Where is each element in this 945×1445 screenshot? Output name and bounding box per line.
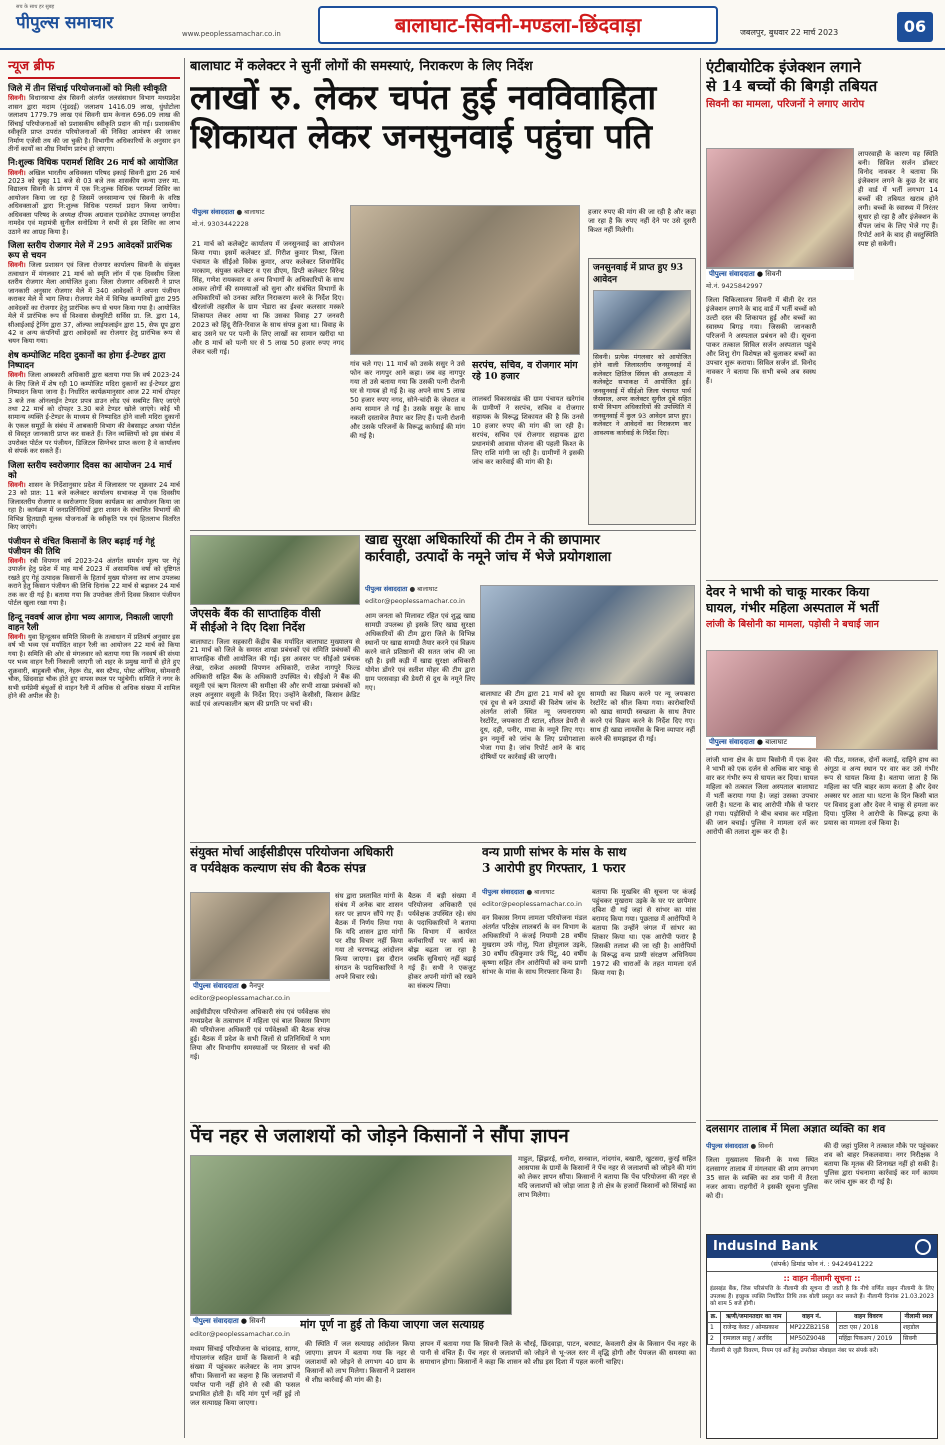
wildlife-byline-text: पीपुल्स संवाददाता ● बालाघाट	[482, 888, 555, 896]
news-brief-column	[8, 58, 180, 1440]
brief-item-headline: नि:शुल्क विधिक परामर्श शिविर 26 मार्च को आयोजित	[8, 158, 178, 169]
brief-item-headline: जिला स्तरीय स्वरोजगार दिवस का आयोजन 24 मार्च को	[8, 460, 172, 481]
brief-item-body: जिला प्रशासन एवं जिला रोजगार कार्यालय सिवनी के संयुक्त तत्वाधान में मंगलवार 21 मार्च को स्मृति लॉन में एक दिवसीय जिला स्तरीय रोजगार मेला आयोजित हुआ। जिला रोजगार अधिकारी ने प्राप्त जानकारी अनुसार रोजगार मेले में 340 आवेदकों ने अपना पंजीयन कराकर मेले में भाग लिया। रोजगार मेले में विभिन्न कम्पनियों द्वारा 295 आवेदकों का रोजगार हेतु प्रारंभिक रूप से चयन किया गया है। आयोजित मेले में प्रारंभिक रूप से विश्वास सेक्युरिटी सर्विस प्रा. लि. द्वारा 14, सीआईआई ट्रेनिंग द्वारा 37, ऑल्फा लाईफलाईन द्वारा 15, सेफ ग्रूप द्वारा 42 व अन्य कंपनियों द्वारा आवेदकों का रोजगार हेतु प्रारंभिक रूप से चयन किया गया।	[8, 261, 180, 346]
lead-subhead-text: सरपंच, सचिव, व रोजगार मांग रहे 10 हजार	[472, 360, 578, 383]
antibiotic-kicker: सिवनी का मामला, परिजनों ने लगाए आरोप	[706, 98, 865, 110]
antibiotic-story	[706, 58, 938, 148]
food-safety-story	[365, 532, 695, 582]
nahar-subhead-text: मांग पूर्ण ना हुई तो किया जाएगा जल सत्याग्रह	[300, 1318, 484, 1331]
wildlife-column-2: बताया कि मुखबिर की सूचना पर कंजई पहुंचकर मुखराम उइके के घर पर छापेमार दबिश दी गई जहां से सांभर का मांस बरामद किया गया। पूछताछ में आरोपियों ने बताया कि उन्होंने जंगल में सांभर का शिकार किया था। एक आरोपी फरार है जिसकी तलाश की जा रही है। आरोपियों के विरूद्ध वन्य प्राणी संरक्षण अधिनियम 1972 की धाराओं के तहत मामला दर्ज किया गया है।	[592, 888, 696, 977]
bank-logo-icon	[915, 1239, 931, 1255]
brief-item-body: शासन के निर्देशानुसार प्रदेश में जिलास्तर पर शुक्रवार 24 मार्च 23 को प्रात: 11 बजे कलेक्टर कार्यालय सभाकक्ष में एक दिवसीय जिलास्तरीय रोजगार व स्वरोजगार दिवस कार्यक्रम का आयोजन किया जा रहा है। कार्यक्रम में जनप्रतिनिधियों द्वारा शासन के संचालित विभागों की विभिन्न हितग्राही मूलक योजनाओं के स्वीकृति पत्र एवं हितलाभ वितरित किए जाएंगे।	[8, 480, 180, 532]
nahar-column-4: ज्ञापन में बताया गया कि सिवनी जिले के चौरई, छिंदवाड़ा, पाटन, बरघाट, केवलारी क्षेत्र के किसान पेंच नहर के पानी से वंचित हैं। पेंच नहर से जलाशयों को जोड़ने से भू-जल स्तर में वृद्धि होगी और पेयजल की समस्या का समाधान होगा। किसानों ने कहा कि शासन को शीघ्र इस दिशा में पहल करनी चाहिए।	[420, 1340, 696, 1366]
ad-table-row	[708, 1333, 937, 1344]
nahar-column-2: मध्यम सिंचाई परियोजना के चांदवाड़, सागर, गोपालगंज सहित ग्रामों के किसानों ने बड़ी संख्या में पहुंचकर कलेक्टर के नाम ज्ञापन सौंपा। किसानों का कहना है कि जलाशयों में पर्याप्त पानी नहीं होने से रबी की फसल प्रभावित होती है। यदि मांग पूर्ण नहीं हुई तो जल सत्याग्रह किया जाएगा।	[190, 1345, 300, 1407]
nahar-email: editor@peoplessamachar.co.in	[190, 1330, 290, 1338]
brief-item-place: सिवनी।	[8, 632, 26, 641]
ad-table-body	[708, 1322, 937, 1344]
ad-brand: IndusInd Bank	[713, 1239, 818, 1254]
nahar-photo	[190, 1155, 512, 1315]
ad-table	[707, 1311, 937, 1345]
nahar-headline: पेंच नहर से जलाशयों को जोड़ने किसानों ने सौंपा ज्ञापन	[190, 1125, 569, 1147]
sanyukt-column-3: बैठक में बड़ी संख्या में परियोजना अधिकारी एवं पर्यवेक्षक उपस्थित रहे। संघ के पदाधिकारियों ने बताया कि विभाग में कार्यरत कर्मचारियों पर कार्य का बोझ बढ़ता जा रहा है जबकि सुविधाएं नहीं बढ़ाई गई हैं। सभी ने एकजुट होकर अपनी मांगों को रखने का संकल्प लिया।	[408, 892, 476, 990]
talab-byline	[706, 1142, 818, 1154]
caption-byline: पीपुल्स संवाददाता	[193, 982, 239, 990]
brief-item-headline: पंजीयन से वंचित किसानों के लिए बढ़ाई गई गेहूं पंजीयन की तिथि	[8, 536, 155, 557]
lead-column-4: हजार रुपए की मांग की जा रही है और कहा जा रहा है कि रुपए नहीं देने पर उसे दूसरी किश्त नहीं मिलेगी।	[588, 208, 696, 234]
lead-kicker: बालाघाट में कलेक्टर ने सुनीं लोगों की समस्याएं, निराकरण के लिए निर्देश	[190, 59, 533, 74]
brief-item-body: जिला आबकारी अधिकारी द्वारा बताया गया कि वर्ष 2023-24 के लिए जिले में शेष रही 10 कम्पोजिट मदिरा दुकानों का ई-टेण्डर द्वारा निष्पादन किया जाना है। निर्धारित कार्यक्रमानुसार आज 22 मार्च दोपहर 3 बजे तक ऑनलाईन टेण्डर प्रपत्र डाउन लोड एवं सबमिट किए जाएंगे तथा 22 मार्च को दोपहर 3.30 बजे टेण्डर खोले जाएंगे। कोई भी सामान्य व्यक्ति ई-टेण्डर के माध्यम से निष्पादित होने वाली मदिरा दुकानों के एकल समूहों के संबंध में आबकारी विभाग की वेबसाइट अथवा पोर्टल से विस्तृत जानकारी प्राप्त कर सकते हैं। जिन व्यक्तियों को इस संबंध में उपरोक्त पोर्टल पर पंजीयन, डिजिटल सिग्नेचर प्राप्त करना है वे कार्यालय से संपर्क कर सकते हैं।	[8, 371, 180, 456]
brief-item-text	[8, 261, 180, 345]
food-email: editor@peoplessamachar.co.in	[365, 596, 465, 605]
nahar-column-3: की स्थिति में जल सत्याग्रह आंदोलन किया जाएगा। ज्ञापन में बताया गया कि नहर से जलाशयों को जोड़ने से लगभग 40 ग्राम के किसानों को लाभ मिलेगा। किसानों ने प्रशासन से शीघ्र कार्रवाई की मांग की है।	[305, 1340, 415, 1384]
ad-header	[707, 1235, 937, 1258]
brief-item-text	[8, 169, 180, 237]
ad-footer: नीलामी से जुड़ी विवरण, नियम एवं शर्तें हेतु उपरोक्त मोबाइल नंबर पर संपर्क करें।	[710, 1347, 879, 1354]
hearing-box	[588, 258, 696, 525]
byline-label: पीपुल्स संवाददाता	[192, 208, 235, 216]
antibiotic-column-2: लापरवाही के कारण यह स्थिति बनी। सिविल सर्जन डॉक्टर विनोद नावकर ने बताया कि इंजेक्शन लगने के कुछ देर बाद ही वार्ड में भर्ती लगभग 14 बच्चों की तबियत खराब होने लगी। बच्चों के स्वास्थ्य में निरंतर सुधार हो रहा है और इंजेक्शन के सैंपल जांच के लिए भेजे गए हैं। रिपोर्ट आने के बाद ही वस्तुस्थिति स्पष्ट हो सकेगी।	[858, 150, 938, 248]
issue-date: जबलपुर, बुधवार 22 मार्च 2023	[740, 28, 839, 37]
sanyukt-headline-1: संयुक्त मोर्चा आईसीडीएस परियोजना अधिकारी	[190, 845, 394, 859]
ad-table-cell: महिंद्रा पिकअप / 2019	[836, 1333, 900, 1344]
lead-column-2: गांव चले गए। 11 मार्च को उसके ससुर ने उसे फोन कर नागपुर आने कहा। जब वह नागपुर गया तो उसे बताया गया कि उसकी पत्नी रोशनी घर से गायब हो गई है। वह अपने साथ 5 लाख 50 हजार रुपए नगद, सोने-चांदी के जेवरात व अन्य सामान ले गई है। उसके ससुर के साथ नकली दस्तावेज तैयार कर लिए हैं। पत्नी रोशनी और उसके परिजनों के विरूद्ध कार्रवाई की मांग की गई है।	[350, 360, 465, 440]
nahar-column-1: माहुल, झिंझरई, धनोरा, सनवाल, नांदगांव, बखारी, खुटसरा, कुरई सहित आसपास के ग्रामों के किसानों ने पेंच नहर से जलाशयों को जोड़ने की मांग को लेकर ज्ञापन सौंपा। किसानों ने बताया कि पेंच परियोजना की नहर से यदि जलाशयों को जोड़ा जाता है तो क्षेत्र के हजारों किसानों को सिंचाई का लाभ मिलेगा।	[518, 1155, 696, 1199]
bank-photo	[190, 535, 360, 605]
devar-headline-2: घायल, गंभीर महिला अस्पताल में भर्ती	[706, 600, 879, 616]
caption-place: बालाघाट	[765, 738, 788, 746]
brief-item-place: सिवनी।	[8, 371, 26, 380]
talab-byline-text: पीपुल्स संवाददाता ● सिवनी	[706, 1142, 774, 1150]
news-brief-title: न्यूज ब्रीफ	[8, 58, 180, 79]
ad-table-cell: MP50Z9048	[787, 1333, 836, 1344]
byline-label: पीपुल्स संवाददाता	[365, 585, 408, 593]
sanyukt-story	[190, 845, 475, 890]
section-divider	[706, 1120, 938, 1121]
brief-item-text	[8, 481, 180, 532]
ad-table-cell: शहडोल	[900, 1322, 936, 1333]
sanyukt-photo	[190, 892, 330, 980]
caption-place: सिवनी	[249, 1317, 266, 1325]
food-photo	[480, 585, 695, 685]
ad-table-cell: सिवनी	[900, 1333, 936, 1344]
ad-table-header-cell: नीलामी स्थल	[900, 1311, 936, 1322]
sanyukt-column-1: आईसीडीएस परियोजना अधिकारी संघ एवं पर्यवेक्षक संघ मध्यप्रदेश के तत्वाधान में महिला एवं बाल विकास विभाग की परियोजना अधिकारी एवं पर्यवेक्षकों की बैठक संपन्न हुई। बैठक में प्रदेश के सभी जिलों से प्रतिनिधियों ने भाग लिया और विभागीय समस्याओं पर विस्तार से चर्चा की गई।	[190, 1008, 330, 1061]
lead-column-1: 21 मार्च को कलेक्ट्रेट कार्यालय में जनसुनवाई का आयोजन किया गया। इसमें कलेक्टर डॉ. गिरीश कुमार मिश्रा, जिला पंचायत के सीईओ विवेक कुमार, अपर कलेक्टर शिवगोविंद मरकाम, संयुक्त कलेक्टर व एस डीएम, डिप्टी कलेक्टर विरेन्द्र सिंह, गणेश रायकवार व अन्य विभागों के अधिकारियों के साथ आकर लोगों की समस्याओं को सुना और संबंधित विभागों के अधिकारियों को उनका त्वरित निराकरण करने के निर्देश दिए। खैरलांजी तहसील के ग्राम भेंडारा का ईश्वर कलसार मस्करे शिकायत लेकर आया था कि उसका विवाह 27 जनवरी 2023 को हिंदू रीति-रिवाज के साथ संपन्न हुआ था। विवाह के बाद उसने घर पर पत्नी के लिए लाखों का सामान खरीदा था और 8 मार्च को पत्नी घर से 5 लाख 50 हजार रुपए नगद लेकर चली गई।	[192, 240, 344, 356]
brief-item-text	[8, 371, 180, 455]
wildlife-byline	[482, 888, 592, 912]
devar-headline-1: देवर ने भाभी को चाकू मारकर किया	[706, 584, 870, 599]
caption-place: सिवनी	[765, 270, 782, 278]
antibiotic-column-1: जिला चिकित्सालय सिवनी में बीती देर रात इंजेक्शन लगाने के बाद वार्ड में भर्ती बच्चों को उल्टी दस्त की शिकायत हुई और बच्चों का स्वास्थ्य बिगड़ गया। जिसकी जानकारी परिजनों ने अस्पताल प्रबंधन को दी। सूचना पाकर तत्काल सिविल सर्जन अस्पताल पहुंचे और शिशु रोग विशेषज्ञ को बुलाकर बच्चों का उपचार शुरू कराया। सिविल सर्जन डॉ. विनोद नावकर ने बताया कि सभी बच्चे अब स्वस्थ हैं।	[706, 296, 816, 385]
bank-auction-ad	[706, 1234, 938, 1439]
ad-table-cell: राजेन्द्र केवट / ओमप्रकाश	[721, 1322, 787, 1333]
wildlife-email: editor@peoplessamachar.co.in	[482, 899, 582, 908]
column-divider	[700, 58, 701, 1438]
brief-item-text	[8, 94, 180, 153]
talab-column-1: जिला मुख्यालय सिवनी के मध्य स्थित दलसागर तालाब में मंगलवार की शाम लगभग 35 साल के व्यक्ति का शव पानी में तैरता नजर आया। राहगीरों ने इसकी सूचना पुलिस को दी।	[706, 1156, 818, 1200]
bank-headline-1: जेएसके बैंक की साप्ताहिक वीसी	[190, 607, 321, 620]
section-divider	[190, 842, 696, 843]
brief-item-headline: जिले में तीन सिंचाई परियोजनाओं को मिली स्वीकृति	[8, 84, 167, 95]
brief-item-place: सिवनी।	[8, 94, 26, 103]
sanyukt-caption: पीपुल्स संवाददाता ● नैनपुर	[190, 980, 330, 992]
brief-item-place: सिवनी।	[8, 261, 26, 270]
brief-item-place: सिवनी।	[8, 168, 26, 177]
antibiotic-mobile: मो.नं. 9425842997	[706, 282, 763, 290]
byline-place: बालाघाट	[417, 585, 438, 593]
byline-label: पीपुल्स संवाददाता	[706, 1142, 749, 1150]
caption-byline: पीपुल्स संवाददाता	[193, 1317, 239, 1325]
wildlife-column-1: वन विकास निगम लामता परियोजना मंडल अंतर्गत परिक्षेत्र लालबर्रा के वन विभाग के अधिकारियों ने कंजई नियामी 28 वर्षीय मुखराम उर्फ गोलू, पिता होमूलाल उइके, 30 वर्षीय रविकुमार उर्फ पिंटू, 40 वर्षीय कृष्णा सहित तीन आरोपियों को वन्य प्राणी सांभर के मांस के साथ गिरफ्तार किया है।	[482, 914, 587, 976]
news-brief-list	[8, 84, 180, 700]
lead-byline	[192, 208, 342, 230]
ad-table-cell: 1	[708, 1322, 721, 1333]
brief-item-body: अखिल भारतीय अधिवक्ता परिषद इकाई सिवनी द्वारा 26 मार्च 2023 को सुबह 11 बजे से 03 बजे तक शासकीय कन्या उत्तर मा. विद्यालय सिवनी के प्रांगण में एक नि:शुल्क विधिक परामर्श शिविर का आयोजन किया जा रहा है जिसमें जनसामान्य एवं सिवनी के वरिष्ठ अधिवक्ताओं द्वारा नि:शुल्क विधिक परामर्श प्रदान किया जायेगा। अधिवक्ता परिषद के अध्यक्ष दीपक अग्रवाल एडवोकेट उपाध्यक्ष जगदीश नामदेव एवं महामंत्री सुनील सनोडिया ने सभी से इस शिविर का लाभ उठाने का आग्रह किया है।	[8, 168, 180, 236]
caption-place: नैनपुर	[249, 982, 264, 990]
caption-byline: पीपुल्स संवाददाता	[709, 270, 755, 278]
page-number: 06	[897, 12, 933, 42]
ad-table-cell: रामलाल साहू / अरविंद	[721, 1333, 787, 1344]
brief-item-headline: हिन्दू नववर्ष आज होगा भव्य आगाज, निकाली जाएगी वाहन रैली	[8, 612, 173, 633]
byline-label: पीपुल्स संवाददाता	[482, 888, 525, 896]
byline-place: बालाघाट	[244, 208, 265, 216]
lead-subhead	[472, 360, 584, 390]
wildlife-headline-2: 3 आरोपी हुए गिरफ्तार, 1 फरार	[482, 860, 626, 875]
food-byline-text: पीपुल्स संवाददाता ● बालाघाट	[365, 585, 438, 593]
devar-column-2: की पीठ, मस्तक, दोनों कलाई, दाहिने हाथ का अंगूठा व अन्य स्थान पर वार कर उसे गंभीर रूप से घायल किया है। बताया जाता है कि महिला का पति बाहर काम करता है और देवर अक्सर घर आता था। घटना के दिन किसी बात पर विवाद हुआ और देवर ने चाकू से हमला कर दिया। पुलिस ने आरोपी के विरूद्ध हत्या के प्रयास का मामला दर्ज किया है।	[824, 756, 938, 827]
brief-item-text	[8, 633, 180, 701]
ad-table-cell: MP22ZB2158	[787, 1322, 836, 1333]
lead-photo	[350, 205, 580, 355]
wildlife-story	[482, 845, 696, 885]
antibiotic-headline-1: एंटीबायोटिक इंजेक्शन लगाने	[706, 58, 861, 76]
sanyukt-email: editor@peoplessamachar.co.in	[190, 994, 290, 1002]
brief-item-headline: शेष कम्पोजिट मदिरा दुकानों का होगा ई-टेण्डर द्वारा निष्पादन	[8, 350, 166, 372]
antibiotic-caption: पीपुल्स संवाददाता ● सिवनी	[706, 268, 854, 280]
ad-table-cell: 2	[708, 1333, 721, 1344]
section-divider	[190, 1122, 696, 1123]
hearing-box-photo	[593, 290, 691, 350]
ad-table-header-cell: वाहन नं.	[787, 1311, 836, 1322]
masthead	[0, 0, 945, 50]
talab-story	[706, 1123, 938, 1143]
food-column-3: सामग्री का विक्रय करने पर न्यू जयकारा रेस्टोरेंट को सील किया गया। कारोबारियों को खाद्य सामग्री स्वच्छता के साथ तैयार करने एवं विक्रय करने के निर्देश दिए गए। साथ ही खाद्य लायसेंस के बिना व्यापार नहीं करने की समझाइश दी गई।	[590, 690, 695, 743]
talab-headline: दलसागर तालाब में मिला अज्ञात व्यक्ति का शव	[706, 1123, 886, 1135]
bank-story	[190, 607, 360, 837]
ad-table-header-cell: क्र.	[708, 1311, 721, 1322]
ad-table-header-cell: वाहन विवरण	[836, 1311, 900, 1322]
ad-intro: इंडसइंड बैंक, जिस परिसंपत्ति के नीलामी की सूचना दी जाती है कि नीचे वर्णित वाहन नीलामी के लिए उपलब्ध हैं। इच्छुक व्यक्ति निर्धारित तिथि तक बोली प्रस्तुत कर सकते हैं। नीलामी दिनांक 21.03.2023 को शाम 5 बजे होगी।	[710, 1286, 934, 1307]
edition-title: बालाघाट-सिवनी-मण्डला-छिंदवाड़ा	[318, 6, 718, 44]
ad-table-header	[708, 1311, 937, 1322]
nahar-story	[190, 1124, 696, 1152]
lead-byline-text: पीपुल्स संवाददाता ● बालाघाट	[192, 208, 265, 216]
sanyukt-headline-2: व पर्यवेक्षक कल्याण संघ की बैठक संपन्न	[190, 860, 366, 875]
ad-contact: (संपर्क) डिमांड फोन नं. : 9424941222	[707, 1258, 937, 1272]
food-headline-1: खाद्य सुरक्षा अधिकारियों की टीम ने की छापामार	[365, 532, 600, 548]
brief-item-body: विधानसभा क्षेत्र सिवनी अंतर्गत जलसंसाधन विभाग मध्यप्रदेश शासन द्वारा मदाम (मुंडदई) जलाशय 1416.09 लाख, धुंधोटोला जलाशय 1779.79 लाख एवं सिवनी ग्राम केनाल 696.09 लाख की सिंचाई परियोजनाओं को प्रशासकीय स्वीकृति प्रदान की गई। प्रशासकीय स्वीकृति प्राप्त उपरांत परियोजनाओं की निविदा आमंत्रण की जाकर निर्माण एजेंसी तय की जा चुकी है। विभागीय अधिकारियों के अनुसार इन तीनों कार्यों का शीघ्र निर्माण प्रारंभ हो जाएगा।	[8, 94, 180, 153]
antibiotic-headline-2: से 14 बच्चों की बिगड़ी तबियत	[706, 76, 878, 95]
hearing-box-title: जनसुनवाई में प्राप्त हुए 93 आवेदन	[593, 263, 684, 285]
food-headline-2: कार्रवाही, उत्पादों के नमूने जांच में भेजे प्रयोगशाला	[365, 549, 612, 566]
section-divider	[706, 580, 938, 581]
food-column-2: बालाघाट की टीम द्वारा 21 मार्च को दूध एवं दूध से बने उत्पादों की विशेष जांच के अंतर्गत लांजी स्थित न्यू जयनारायण रेस्टोरेंट, जयकारा टी स्टाल, शीतल डेयरी से दूध, दही, पनीर, मावा के नमूने लिए गए। इन नमूनों को जांच के लिए प्रयोगशाला भेजा गया है। जांच रिपोर्ट आने के बाद दोषियों पर कार्रवाई की जाएगी।	[480, 690, 585, 761]
ad-title: :: वाहन नीलामी सूचना ::	[783, 1273, 861, 1283]
byline-place: बालाघाट	[534, 888, 555, 896]
caption-byline: पीपुल्स संवाददाता	[709, 738, 755, 746]
devar-photo	[706, 650, 938, 750]
lead-column-3: लालबर्रा विकासखंड की ग्राम पंचायत खरेगांव के ग्रामीणों ने सरपंच, सचिव व रोजगार सहायक के विरूद्ध शिकायत की है कि उनसे 10 हजार रुपए की मांग की जा रही है। सरपंच, सचिव एवं रोजगार सहायक द्वारा प्रधानमंत्री आवास योजना की पहली किश्त के लिए राशि मांगी जा रही है। ग्रामीणों ने इसकी जांच कर कार्रवाई की मांग की है।	[472, 395, 584, 466]
website-url: www.peoplessamachar.co.in	[182, 30, 281, 38]
lead-headline-1: लाखों रु. लेकर चपंत हुई नवविवाहिता	[190, 78, 657, 119]
brief-item-headline: जिला स्तरीय रोजगार मेले में 295 आवेदकों प्रारंभिक रूप से चयन	[8, 241, 172, 262]
devar-kicker: लांजी के बिसोनी का मामला, पड़ोसी ने बचाई जान	[706, 618, 879, 630]
ad-table-header-cell: ऋणी/जमानतदार का नाम	[721, 1311, 787, 1322]
bank-text: बालाघाट। जिला सहकारी केंद्रीय बैंक मर्यादित बालाघाट मुख्यालय से 21 मार्च को जिले के समस्त शाखा प्रबंधकों एवं समिति प्रबंधकों की साप्ताहिक वीसी आयोजित की गई। इस अवसर पर सीईओ प्रबंधक लेखा, राकेश अवस्थी विपणन अधिकारी, राजेश नागपुरे फिल्ड अधिकारी सहित बैंक के अधिकारी उपस्थित थे। सीईओ ने बैंक की वसूली एवं ऋण वितरण की समीक्षा की और सभी शाखा प्रबंधकों को लक्ष्य अनुसार वसूली के निर्देश दिए। उन्होंने केसीसी, किसान क्रेडिट कार्ड एवं अल्पकालीन ऋण की प्रगति पर चर्चा की।	[190, 637, 360, 709]
brief-item-place: सिवनी।	[8, 556, 26, 565]
lead-mobile: मो.नं. 9303442228	[192, 219, 249, 228]
byline-place: सिवनी	[758, 1142, 774, 1150]
ad-table-row	[708, 1322, 937, 1333]
bank-headline-2: में सीईओ ने दिए दिशा निर्देश	[190, 620, 305, 634]
brief-item-place: सिवनी।	[8, 480, 26, 489]
talab-column-2: की दी जहां पुलिस ने तत्काल मौके पर पहुंचकर शव को बाहर निकलवाया। नगर निरीक्षक ने बताया कि मृतक की शिनाख्त नहीं हो सकी है। पुलिस द्वारा पंचनामा कार्रवाई कर मर्ग कायम कर जांच शुरू कर दी गई है।	[824, 1142, 938, 1186]
nahar-caption: पीपुल्स संवाददाता ● सिवनी	[190, 1315, 330, 1327]
brief-item-body: रबी विपणन वर्ष 2023-24 अंतर्गत समर्थन मूल्य पर गेहूं उपार्जन हेतु प्रदेश में माह मार्च 2023 में असामयिक वर्षा को दृष्टिगत रखते हुए गेहूं उत्पादक किसानों के हितार्थ मुख्य योजना का लाभ उपलब्ध कराने हेतु किसान पंजीयन की तिथि दिनांक 22 मार्च से बढ़ाकर 24 मार्च तक कर दी गई है। बताया गया कि उपरोक्त तीनों दिवस किसान पंजीयन पोर्टल खुला रखा गया है।	[8, 556, 180, 608]
sanyukt-column-2: संघ द्वारा प्रस्तावित मांगों के संबंध में अनेक बार शासन स्तर पर ज्ञापन सौंपे गए हैं। बैठक में निर्णय लिया गया कि यदि शासन द्वारा मांगों पर शीघ्र विचार नहीं किया गया तो चरणबद्ध आंदोलन किया जाएगा। इस दौरान संगठन के पदाधिकारियों ने अपने विचार रखे।	[335, 892, 403, 981]
brief-item-text	[8, 557, 180, 608]
devar-story	[706, 584, 938, 644]
ad-table-cell: टाटा एस / 2018	[836, 1322, 900, 1333]
devar-column-1: लांजी थाना क्षेत्र के ग्राम बिसोनी में एक देवर ने भाभी को एक दर्जन से अधिक बार चाकू से वार कर गंभीर रूप से घायल कर दिया। घायल महिला को तत्काल जिला अस्पताल बालाघाट में भर्ती कराया गया है। जहां उसका उपचार जारी है। घटना के बाद आरोपी मौके से फरार हो गया। पड़ोसियों ने बीच बचाव कर महिला की जान बचाई। पुलिस ने मामला दर्ज कर आरोपी की तलाश शुरू कर दी है।	[706, 756, 818, 836]
hearing-box-text: सिवनी। प्रत्येक मंगलवार को आयोजित होने वाली जिलास्तरीय जनसुनवाई में कलेक्टर क्षितिज सिंघल की अध्यक्षता में कलेक्ट्रेट सभाकक्ष में आयोजित हुई। जनसुनवाई में सीईओ जिला पंचायत पार्थ जैसवाल, अपर कलेक्टर सुनील दुबे सहित सभी विभाग अधिकारियों की उपस्थिति में जनसुनवाई में कुल 93 आवेदन प्राप्त हुए। कलेक्टर ने आवेदनों का निराकरण कर आवश्यक कार्रवाई के निर्देश दिए।	[593, 352, 691, 437]
section-divider	[190, 530, 696, 531]
column-divider	[184, 58, 185, 1438]
brief-item-body: युवा हिन्दूत्सव समिति सिवनी के तत्वाधान में प्रतिवर्ष अनुसार इस वर्ष भी भव्य एवं मर्यादित वाहन रैली का आयोजन 22 मार्च को किया गया है। समिति की ओर से मंगलवार को बताया गया कि नववर्ष की संध्या पर भव्य वाहन रैली निकाली जाएगी जो शहर के प्रमुख मार्गों से होते हुए शुक्रवारी, बाहुबली चौक, नेहरू रोड, बस स्टैण्ड, पोस्ट ऑफिस, सोमवारी चौक, छिंदवाड़ा चौक होते हुए वापस स्थल पर पहुंचेगी। समिति ने नगर के सभी धर्मप्रेमी बंधुओं से वाहन रैली में अधिक से अधिक संख्या में शामिल होने की अपील की है।	[8, 632, 180, 701]
devar-caption: पीपुल्स संवाददाता ● बालाघाट	[706, 736, 816, 748]
food-column-1: आम जनता को मिलावट रहित एवं शुद्ध खाद्य सामग्री उपलब्ध हो इसके लिए खाद्य सुरक्षा अधिकारियों की टीम द्वारा जिले के विभिन्न स्थानों पर खाद्य सामग्री तैयार करने एवं विक्रय करने वाले प्रतिष्ठानों की सतत जांच की जा रही है। इसी कड़ी में खाद्य सुरक्षा अधिकारी योगेश डोंगरे एवं सतीश मोहर की टीम द्वारा ग्राम परसवाड़ा की डेयरी से दूध के नमूने लिए गए।	[365, 612, 475, 692]
logo-tagline: सच के साथ हर सुबह	[16, 4, 55, 10]
newspaper-logo: पीपुल्स समाचार	[16, 13, 114, 33]
wildlife-headline-1: वन्य प्राणी सांभर के मांस के साथ	[482, 845, 627, 859]
lead-headline-2: शिकायत लेकर जनसुनवाई पहुंचा पति	[190, 117, 652, 158]
